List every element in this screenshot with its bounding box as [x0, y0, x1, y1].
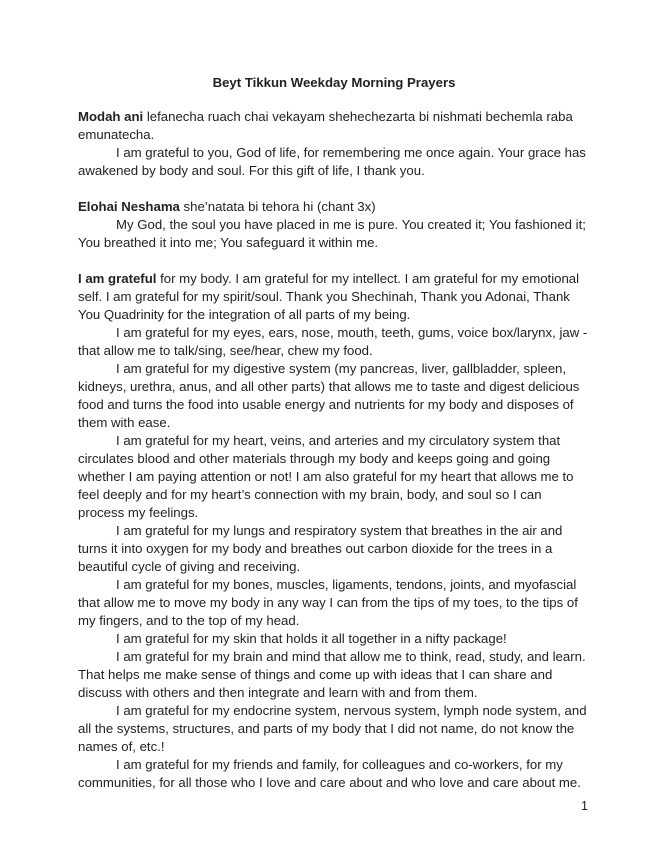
- lead-text: she’natata bi tehora hi (chant 3x): [183, 199, 376, 214]
- document-body: [78, 74, 590, 792]
- lead-text: lefanecha ruach chai vekayam shehechezarta bi nishmati bechemla raba emunatecha.: [78, 109, 573, 142]
- lead-bold: Elohai Neshama: [78, 199, 184, 214]
- elohai-neshama-lead: [78, 198, 590, 216]
- paragraph: I am grateful for my friends and family, for colleagues and co-workers, for my communities, for all those who I love and care about and who love and care about me.: [78, 757, 581, 790]
- paragraph: I am grateful for my lungs and respiratory system that breathes in the air and turns it into oxygen for my body and breathes out carbon dioxide for the trees in a beautiful cycle of giving and receiving.: [78, 523, 563, 574]
- paragraph: I am grateful to you, God of life, for remembering me once again. Your grace has awakened by body and soul. For this gift of life, I thank you.: [78, 145, 586, 178]
- paragraph: I am grateful for my eyes, ears, nose, mouth, teeth, gums, voice box/larynx, jaw - that allow me to talk/sing, see/hear, chew my food.: [78, 325, 588, 358]
- lead-bold: Modah ani: [78, 109, 147, 124]
- paragraph: I am grateful for my endocrine system, nervous system, lymph node system, and all the systems, structures, and parts of my body that I did not name, do not know the names of, etc.!: [78, 703, 587, 754]
- page-title: Beyt Tikkun Weekday Morning Prayers: [212, 75, 456, 90]
- paragraph: I am grateful for my skin that holds it all together in a nifty package!: [116, 631, 507, 646]
- lead-text: for my body. I am grateful for my intellect. I am grateful for my emotional self. I am grateful for my spirit/soul. Thank you Shechinah, Thank you Adonai, Thank You Quadrinity for the integration of all parts of my being.: [78, 271, 580, 322]
- paragraph: I am grateful for my digestive system (my pancreas, liver, gallbladder, spleen, kidneys, urethra, anus, and all other parts) that allows me to taste and digest delicious food and turns the food into usable energy and nutrients for my body and disposes of them with ease.: [78, 361, 580, 430]
- page-number: 1: [581, 799, 588, 813]
- paragraph: I am grateful for my heart, veins, and arteries and my circulatory system that circulates blood and other materials through my body and keeps going and going whether I am paying attention or not! I am also grateful for my heart that allows me to feel deeply and for my heart’s connection with my brain, body, and soul so I can process my feelings.: [78, 433, 574, 520]
- i-am-grateful-lead: [78, 270, 590, 324]
- paragraph: I am grateful for my bones, muscles, ligaments, tendons, joints, and myofascial that allow me to move my body in any way I can from the tips of my toes, to the tips of my fingers, and to the top of my head.: [78, 577, 578, 628]
- lead-bold: I am grateful: [78, 271, 161, 286]
- paragraph: I am grateful for my brain and mind that allow me to think, read, study, and learn. That helps me make sense of things and come up with ideas that I can share and discuss with others and then integrate and learn with and from them.: [78, 649, 586, 700]
- modah-ani-lead: [78, 108, 590, 144]
- paragraph: My God, the soul you have placed in me is pure. You created it; You fashioned it; You breathed it into me; You safeguard it within me.: [78, 217, 586, 250]
